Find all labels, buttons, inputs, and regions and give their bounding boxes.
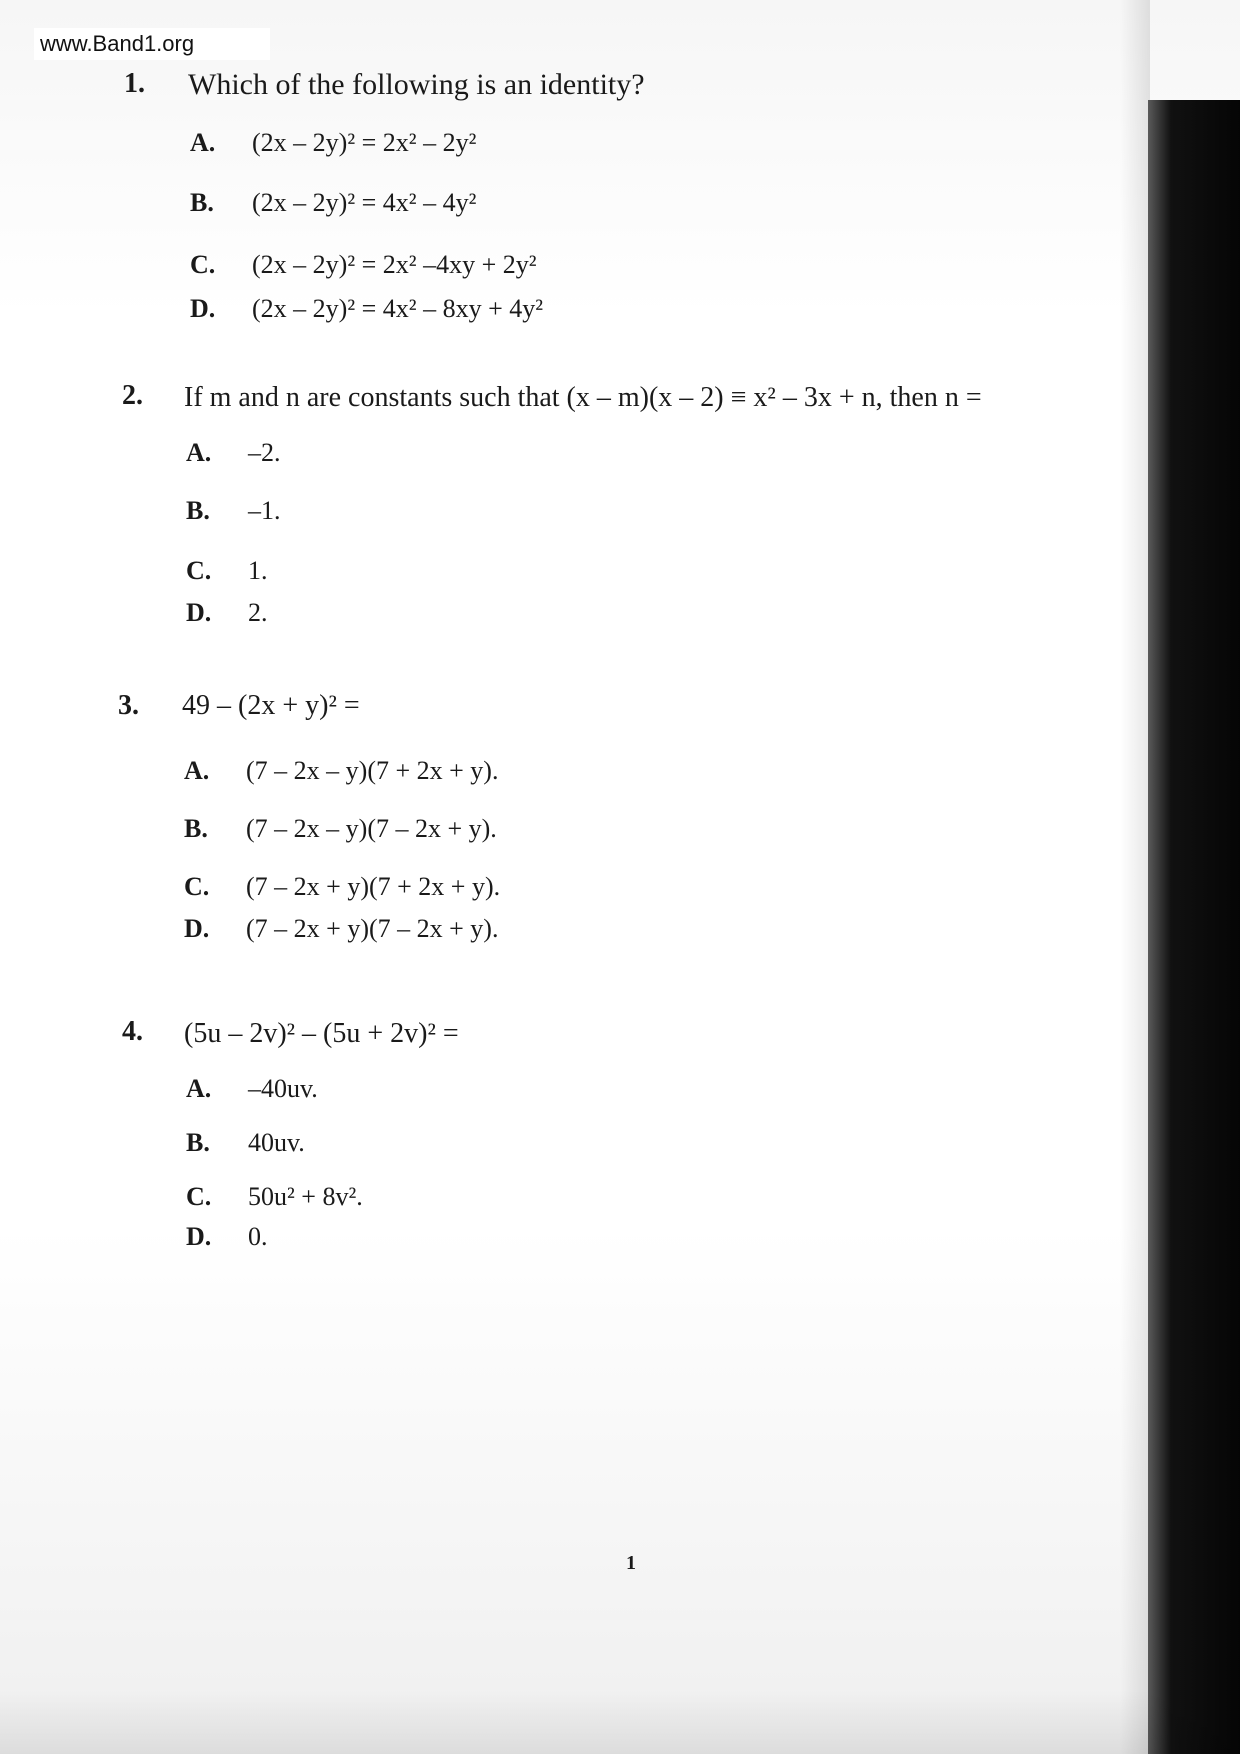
option-label: D. [190,294,216,323]
option-text: 0. [248,1222,268,1251]
option-label: A. [184,756,210,785]
option-label: C. [186,1182,212,1211]
option-label: C. [190,250,216,279]
question-number: 1. [124,68,145,99]
question-text: (5u – 2v)² – (5u + 2v)² = [184,1018,459,1049]
page-edge-shadow [1120,0,1150,1754]
option-text: 40uv. [248,1128,305,1157]
option-text: (7 – 2x – y)(7 + 2x + y). [246,756,499,785]
option-text: (2x – 2y)² = 4x² – 4y² [252,188,477,217]
bottom-shadow [0,1690,1240,1754]
option-label: C. [184,872,210,901]
question-text: If m and n are constants such that (x – m)(x – 2) ≡ x² – 3x + n, then n = [184,382,982,413]
option-text: (2x – 2y)² = 4x² – 8xy + 4y² [252,294,544,323]
question-text: Which of the following is an identity? [188,68,645,101]
option-text: 1. [248,556,268,585]
option-label: A. [186,1074,212,1103]
option-label: B. [184,814,208,843]
option-label: D. [184,914,210,943]
option-label: A. [190,128,216,157]
dark-background-edge [1148,100,1240,1754]
option-label: C. [186,556,212,585]
question-number: 2. [122,380,143,411]
option-text: (7 – 2x + y)(7 – 2x + y). [246,914,499,943]
option-label: A. [186,438,212,467]
question-number: 4. [122,1016,143,1047]
option-text: 2. [248,598,268,627]
option-label: D. [186,598,212,627]
watermark-url: www.Band1.org [34,28,270,60]
option-label: D. [186,1222,212,1251]
option-text: 50u² + 8v². [248,1182,363,1211]
option-text: (2x – 2y)² = 2x² – 2y² [252,128,477,157]
option-label: B. [190,188,214,217]
question-number: 3. [118,690,139,721]
option-label: B. [186,1128,210,1157]
option-text: (7 – 2x + y)(7 + 2x + y). [246,872,501,901]
option-text: (2x – 2y)² = 2x² –4xy + 2y² [252,250,537,279]
option-text: –1. [248,496,281,525]
page-number: 1 [626,1552,636,1574]
option-text: –40uv. [248,1074,318,1103]
question-text: 49 – (2x + y)² = [182,690,360,721]
option-text: –2. [248,438,281,467]
option-label: B. [186,496,210,525]
option-text: (7 – 2x – y)(7 – 2x + y). [246,814,497,843]
